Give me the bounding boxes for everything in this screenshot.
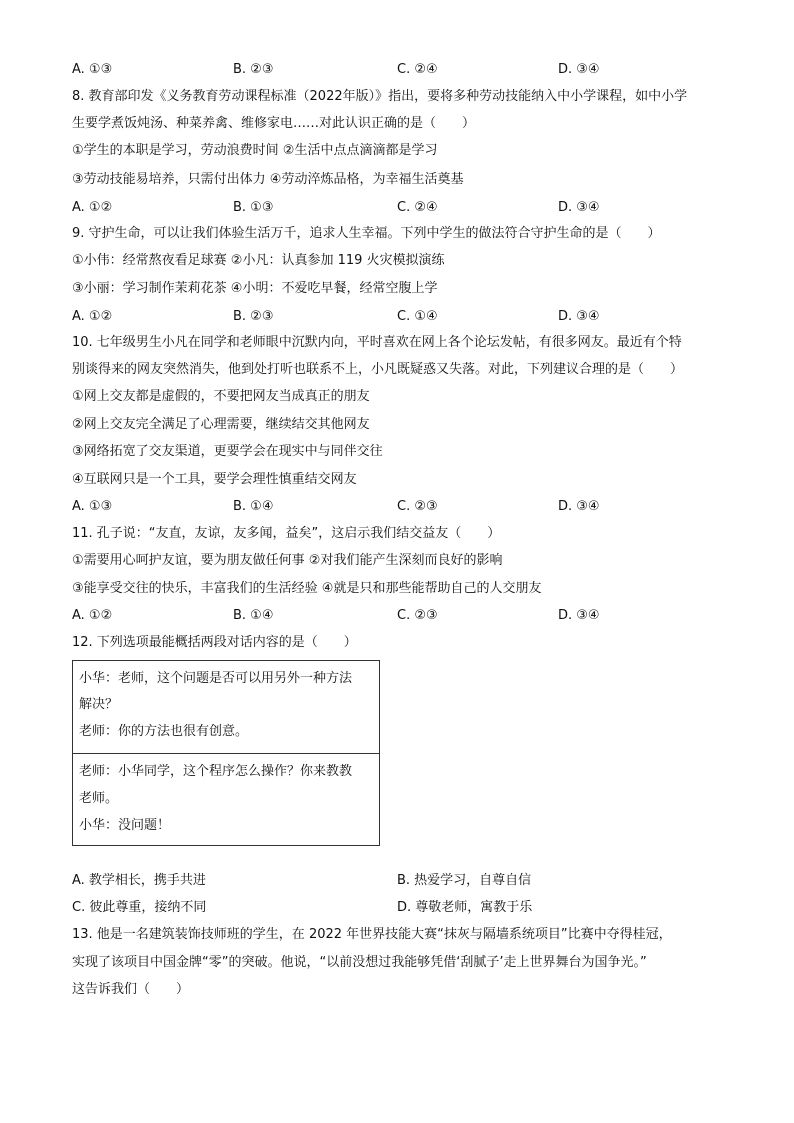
q11-item-line-1: ①需要用心呵护友谊，要为朋友做任何事 ②对我们能产生深刻而良好的影响 [72,553,503,568]
q11-option-a[interactable]: A. ①② [72,608,113,623]
q7-option-d[interactable]: D. ③④ [558,62,600,77]
q9-option-d[interactable]: D. ③④ [558,309,600,324]
dialog-2-line-3: 小华：没问题！ [79,818,171,833]
q8-item-line-1: ①学生的本职是学习，劳动浪费时间 ②生活中点点滴滴都是学习 [72,143,438,158]
q11-option-d[interactable]: D. ③④ [558,608,600,623]
q12-options-row-1 [72,871,732,891]
q10-item-line-4: ④互联网只是一个工具，要学会理性慎重结交网友 [72,472,357,487]
q9-options [72,307,732,327]
q8-stem-line-2: 生要学煮饭炖汤、种菜养禽、维修家电……对此认识正确的是（ ） [72,116,476,131]
q12-option-c[interactable]: C. 彼此尊重，接纳不同 [72,900,207,915]
q11-item-line-2: ③能享受交往的快乐，丰富我们的生活经验 ④就是只和那些能帮助自己的人交朋友 [72,581,542,596]
q10-stem-line-2: 别谈得来的网友突然消失，他到处打听也联系不上，小凡既疑惑又失落。对此，下列建议合理的是（ ） [72,362,684,377]
q13-stem-line-3: 这告诉我们（ ） [72,982,190,997]
q7-option-b[interactable]: B. ②③ [233,62,274,77]
q12-dialog-box [72,660,380,846]
dialog-1-line-1: 小华：老师，这个问题是否可以用另外一种方法 [79,671,353,686]
q10-option-b[interactable]: B. ①④ [233,499,274,514]
q11-options [72,606,732,626]
q12-option-a[interactable]: A. 教学相长，携手共进 [72,873,206,888]
q9-item-line-2: ③小丽：学习制作茉莉花茶 ④小明：不爱吃早餐，经常空腹上学 [72,281,438,296]
q8-option-d[interactable]: D. ③④ [558,200,600,215]
q10-item-line-2: ②网上交友完全满足了心理需要，继续结交其他网友 [72,417,370,432]
q8-option-c[interactable]: C. ②④ [397,200,438,215]
q9-option-a[interactable]: A. ①② [72,309,113,324]
q10-option-c[interactable]: C. ②③ [397,499,438,514]
q8-item-line-2: ③劳动技能易培养，只需付出体力 ④劳动淬炼品格，为幸福生活奠基 [72,172,464,187]
dialog-divider [73,753,379,754]
q11-option-b[interactable]: B. ①④ [233,608,274,623]
q11-option-c[interactable]: C. ②③ [397,608,438,623]
dialog-2-line-1: 老师：小华同学，这个程序怎么操作？你来教教 [79,764,353,779]
q11-stem-line-1: 11. 孔子说：“友直，友谅，友多闻，益矣”，这启示我们结交益友（ ） [72,526,501,541]
q9-stem-line-1: 9. 守护生命，可以让我们体验生活万千，追求人生幸福。下列中学生的做法符合守护生命的是（ ） [72,226,661,241]
q10-item-line-1: ①网上交友都是虚假的，不要把网友当成真正的朋友 [72,389,370,404]
q10-item-line-3: ③网络拓宽了交友渠道，更要学会在现实中与同伴交往 [72,444,383,459]
q13-stem-line-1: 13. 他是一名建筑装饰技师班的学生，在 2022 年世界技能大赛“抹灰与隔墙系统项目”比赛中夺得桂冠， [72,927,672,942]
q10-options [72,497,732,517]
q8-option-a[interactable]: A. ①② [72,200,113,215]
q12-stem-line-1: 12. 下列选项最能概括两段对话内容的是（ ） [72,635,357,650]
q9-option-c[interactable]: C. ①④ [397,309,438,324]
q7-options [72,60,732,80]
q7-option-c[interactable]: C. ②④ [397,62,438,77]
q8-option-b[interactable]: B. ①③ [233,200,274,215]
q12-options-row-2 [72,898,732,918]
dialog-1-line-2: 解决？ [79,697,119,712]
q13-stem-line-2: 实现了该项目中国金牌“零”的突破。他说，“以前没想过我能够凭借‘刮腻子’走上世界舞台为国争光。” [72,955,647,970]
dialog-2-line-2: 老师。 [79,791,119,806]
q12-option-b[interactable]: B. 热爱学习，自尊自信 [397,873,532,888]
q10-stem-line-1: 10. 七年级男生小凡在同学和老师眼中沉默内向，平时喜欢在网上各个论坛发帖，有很多网友。最近有个特 [72,335,682,350]
q8-options [72,198,732,218]
q10-option-d[interactable]: D. ③④ [558,499,600,514]
q8-stem-line-1: 8. 教育部印发《义务教育劳动课程标准（2022年版）》指出，要将多种劳动技能纳入中小学课程，如中小学 [72,89,688,104]
q10-option-a[interactable]: A. ①③ [72,499,113,514]
q9-item-line-1: ①小伟：经常熬夜看足球赛 ②小凡：认真参加 119 火灾模拟演练 [72,253,445,268]
dialog-1-line-3: 老师：你的方法也很有创意。 [79,724,249,739]
q9-option-b[interactable]: B. ②③ [233,309,274,324]
q7-option-a[interactable]: A. ①③ [72,62,113,77]
q12-option-d[interactable]: D. 尊敬老师，寓教于乐 [397,900,533,915]
